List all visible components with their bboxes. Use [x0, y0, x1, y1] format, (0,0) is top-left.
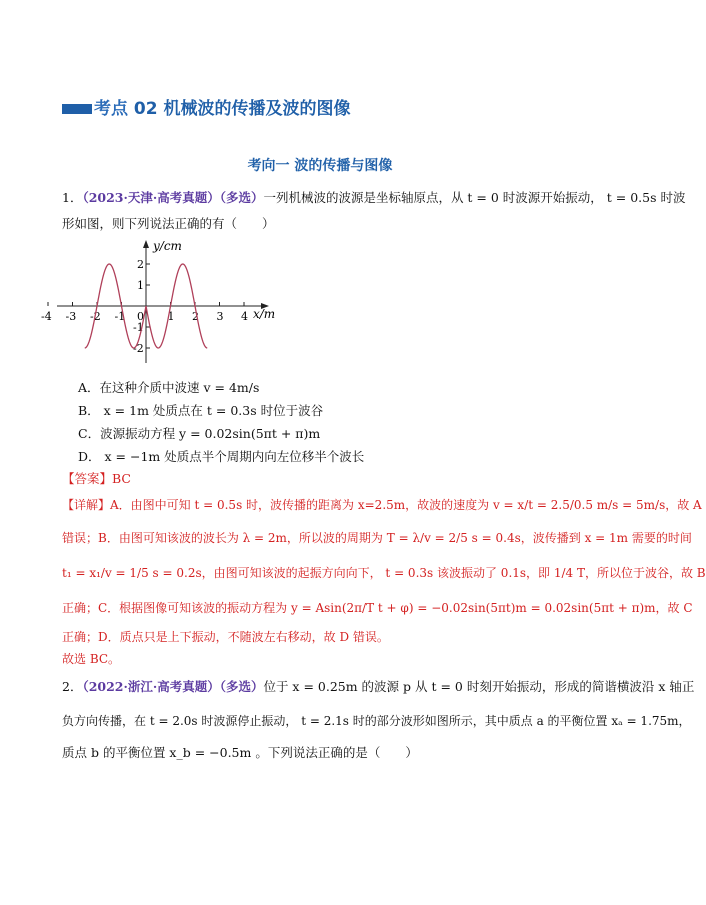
y-tick-label: 1 [137, 279, 144, 292]
q2-line3: 质点 b 的平衡位置 x_b = −0.5m 。下列说法正确的是（ ） [62, 745, 418, 760]
y-axis-label: y/cm [153, 239, 182, 253]
q1-analysis-line5: 正确；D．质点只是上下振动，不随波左右移动，故 D 错误。 [62, 630, 389, 644]
subsection-title: 考向一 波的传播与图像 [247, 158, 393, 174]
q1-option-b: B． x = 1m 处质点在 t = 0.3s 时位于波谷 [78, 403, 324, 418]
q2-stem: 位于 x = 0.25m 的波源 p 从 t = 0 时刻开始振动，形成的简谐横波沿 x 轴正 [263, 679, 695, 694]
section-number: 02 [133, 99, 158, 119]
q1-option-d: D． x = −1m 处质点半个周期内向左位移半个波长 [78, 449, 365, 464]
x-tick-label: 1 [167, 310, 175, 323]
x-tick-label: -1 [114, 310, 126, 323]
x-tick-label: -2 [90, 310, 101, 323]
q1-stem-line1 [62, 189, 685, 207]
wave-graph [41, 238, 285, 368]
section-title [94, 94, 351, 119]
q1-answer: 【答案】BC [62, 471, 131, 486]
origin-label: 0 [137, 310, 144, 323]
x-axis-label: x/m [253, 307, 276, 321]
y-tick-label: -2 [133, 342, 144, 355]
section-label: 考点 [94, 99, 128, 119]
q1-analysis-line2: 错误；B．由图可知该波的波长为 λ = 2m，所以波的周期为 T = λ/v = 2/5 s = 0.4s，波传播到 x = 1m 需要的时间 [62, 531, 692, 545]
q1-stem-line2: 形如图，则下列说法正确的有（ ） [62, 216, 275, 231]
q2-number: 2． [62, 679, 83, 694]
q1-analysis-line4: 正确；C．根据图像可知该波的振动方程为 y = Asin(2π/T t + φ) = −0.02sin(5πt)m = 0.02sin(5πt + π)m，故 C [62, 601, 693, 615]
q1-stem: 一列机械波的波源是坐标轴原点，从 t = 0 时波源开始振动， t = 0.5s 时波 [263, 190, 686, 205]
q1-number: 1． [62, 190, 83, 205]
x-tick-label: 2 [192, 310, 199, 323]
q2-line2: 负方向传播，在 t = 2.0s 时波源停止振动， t = 2.1s 时的部分波形如图所示，其中质点 a 的平衡位置 xₐ = 1.75m， [62, 714, 691, 728]
q1-analysis-line3: t₁ = x₁/v = 1/5 s = 0.2s，由图可知该波的起振方向向下， t = 0.3s 该波振动了 0.1s，即 1/4 T，所以位于波谷，故 B [62, 566, 706, 580]
q1-analysis-line1: 【详解】A．由图中可知 t = 0.5s 时，波传播的距离为 x=2.5m，故波的速度为 v = x/t = 2.5/0.5 m/s = 5m/s，故 A [62, 498, 702, 512]
section-bar [62, 104, 92, 114]
q2-tag: （2022·浙江·高考真题）（多选） [82, 679, 264, 694]
x-tick-label: 3 [216, 310, 224, 323]
y-axis-arrow-icon [143, 240, 149, 248]
q1-tag: （2023·天津·高考真题）（多选） [82, 190, 264, 205]
q1-option-a: A．在这种介质中波速 v = 4m/s [78, 380, 260, 395]
y-tick-label: -1 [133, 321, 144, 334]
x-tick-label: -3 [65, 310, 77, 323]
y-tick-label: 2 [137, 258, 144, 271]
x-tick-label: 4 [241, 310, 248, 323]
q2-line1 [62, 678, 694, 696]
q1-option-c: C．波源振动方程 y = 0.02sin(5πt + π)m [78, 426, 321, 441]
x-tick-label: -4 [41, 310, 52, 323]
q1-conclusion: 故选 BC。 [62, 652, 121, 666]
section-name: 机械波的传播及波的图像 [163, 99, 351, 119]
